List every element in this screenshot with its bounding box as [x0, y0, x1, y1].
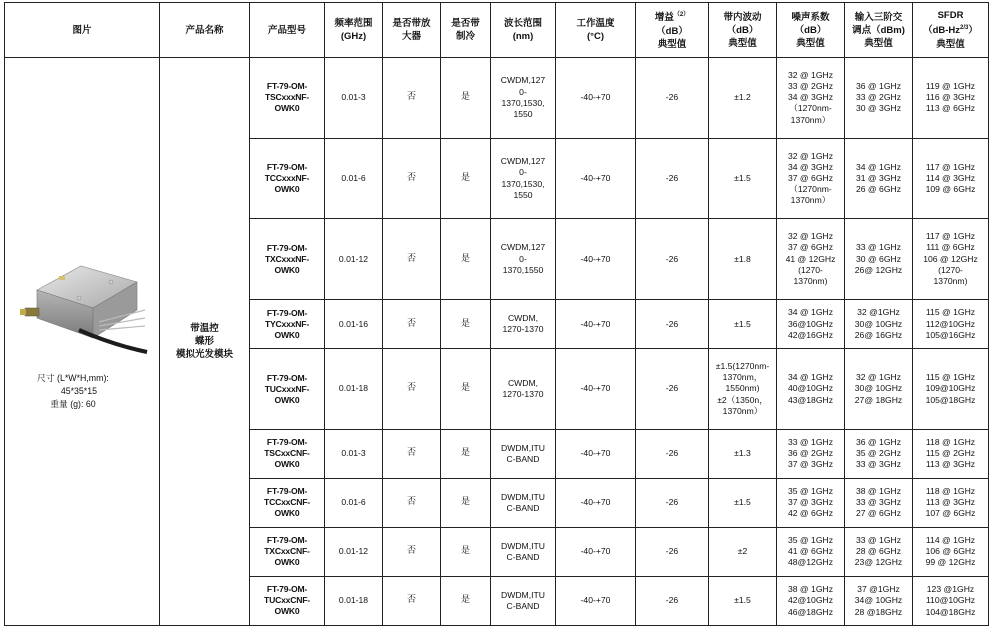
product-name-line3: 模拟光发模块	[175, 349, 233, 360]
ip3-cell: 37 @1GHz 34@ 10GHz 28 @18GHz	[845, 576, 913, 625]
header-ip3-typical: 典型值	[864, 37, 893, 49]
model-cell: FT-79-OM- TCCxxCNF- OWK0	[250, 478, 325, 527]
model-cell: FT-79-OM- TXCxxCNF- OWK0	[250, 527, 325, 576]
header-ip3-line1: 输入三阶交	[854, 11, 903, 23]
table-row	[5, 58, 989, 139]
ip3-cell: 38 @ 1GHz 33 @ 3GHz 27 @ 6GHz	[845, 478, 913, 527]
header-gain-unit: （dB）	[656, 25, 688, 37]
wavelength-cell: DWDM,ITU C-BAND	[491, 429, 556, 478]
header-wavelength-title: 波长范围	[503, 18, 542, 29]
header-amplifier-line2: 大器	[401, 31, 421, 42]
flatness-cell: ±1.3	[709, 429, 777, 478]
ip3-cell: 36 @ 1GHz 33 @ 2GHz 30 @ 3GHz	[845, 58, 913, 139]
model-cell: FT-79-OM- TYCxxxNF- OWK0	[250, 300, 325, 349]
ip3-cell: 33 @ 1GHz 30 @ 6GHz 26@ 12GHz	[845, 219, 913, 300]
header-sfdr-typical: 典型值	[936, 38, 965, 50]
wavelength-cell: DWDM,ITU C-BAND	[491, 527, 556, 576]
temperature-cell: -40-+70	[556, 429, 636, 478]
header-gain-footnote: （2）	[673, 12, 690, 19]
temperature-cell: -40-+70	[556, 138, 636, 219]
cooling-cell: 是	[441, 478, 491, 527]
cooling-cell: 是	[441, 58, 491, 139]
header-amplifier	[383, 3, 441, 58]
gain-cell: -26	[636, 349, 709, 430]
header-wavelength	[491, 3, 556, 58]
frequency-cell: 0.01-16	[325, 300, 383, 349]
product-photo	[19, 252, 149, 357]
sfdr-cell: 115 @ 1GHz 109@10GHz 105@18GHz	[913, 349, 989, 430]
flatness-cell: ±1.5	[709, 478, 777, 527]
model-cell: FT-79-OM- TCCxxxNF- OWK0	[250, 138, 325, 219]
temperature-cell: -40-+70	[556, 300, 636, 349]
size-label: 尺寸 (L*W*H,mm):	[37, 372, 109, 383]
sfdr-cell: 118 @ 1GHz 113 @ 3GHz 107 @ 6GHz	[913, 478, 989, 527]
header-flatness	[709, 3, 777, 58]
amplifier-cell: 否	[383, 138, 441, 219]
amplifier-cell: 否	[383, 527, 441, 576]
flatness-cell: ±1.5(1270nm- 1370nm， 1550nm) ±2（1350n， 1370nm）	[709, 349, 777, 430]
gain-cell: -26	[636, 478, 709, 527]
header-temperature	[556, 3, 636, 58]
ip3-cell: 34 @ 1GHz 31 @ 3GHz 26 @ 6GHz	[845, 138, 913, 219]
product-spec-text	[37, 372, 109, 411]
header-noise-figure-typical: 典型值	[796, 37, 825, 49]
gain-cell: -26	[636, 576, 709, 625]
frequency-cell: 0.01-3	[325, 429, 383, 478]
product-picture-cell	[5, 58, 160, 626]
product-name-line1: 带温控	[190, 323, 219, 334]
flatness-cell: ±1.5	[709, 576, 777, 625]
frequency-cell: 0.01-12	[325, 219, 383, 300]
header-flatness-typical: 典型值	[728, 37, 757, 49]
temperature-cell: -40-+70	[556, 58, 636, 139]
sfdr-cell: 115 @ 1GHz 112@10GHz 105@16GHz	[913, 300, 989, 349]
wavelength-cell: CWDM, 1270-1370	[491, 349, 556, 430]
header-noise-figure-unit: （dB）	[794, 24, 827, 36]
ip3-cell: 32 @1GHz 30@ 10GHz 26@ 16GHz	[845, 300, 913, 349]
cooling-cell: 是	[441, 576, 491, 625]
noise-figure-cell: 34 @ 1GHz 36@10GHz 42@16GHz	[777, 300, 845, 349]
frequency-cell: 0.01-18	[325, 576, 383, 625]
wavelength-cell: CWDM, 1270-1370	[491, 300, 556, 349]
header-noise-figure-title: 噪声系数	[791, 11, 830, 23]
header-sfdr-unit: （dB-Hz	[923, 25, 961, 37]
weight-label: 重量 (g): 60	[50, 398, 96, 409]
header-sfdr	[913, 3, 989, 58]
wavelength-cell: CWDM,127 0- 1370,1530, 1550	[491, 58, 556, 139]
header-temperature-title: 工作温度	[576, 18, 615, 29]
flatness-cell: ±1.8	[709, 219, 777, 300]
noise-figure-cell: 33 @ 1GHz 36 @ 2GHz 37 @ 3GHz	[777, 429, 845, 478]
temperature-cell: -40-+70	[556, 478, 636, 527]
header-row	[5, 3, 989, 58]
sfdr-cell: 123 @1GHz 110@10GHz 104@18GHz	[913, 576, 989, 625]
model-cell: FT-79-OM- TSCxxxNF- OWK0	[250, 58, 325, 139]
model-cell: FT-79-OM- TXCxxxNF- OWK0	[250, 219, 325, 300]
gain-cell: -26	[636, 527, 709, 576]
header-sfdr-sup: 2/3	[960, 25, 969, 32]
header-wavelength-unit: (nm)	[512, 31, 534, 42]
header-picture: 图片	[5, 3, 160, 58]
wavelength-cell: CWDM,127 0- 1370,1530, 1550	[491, 138, 556, 219]
frequency-cell: 0.01-18	[325, 349, 383, 430]
gain-cell: -26	[636, 138, 709, 219]
header-ip3	[845, 3, 913, 58]
header-temperature-unit: (°C)	[587, 31, 604, 42]
cooling-cell: 是	[441, 349, 491, 430]
amplifier-cell: 否	[383, 576, 441, 625]
ip3-cell: 36 @ 1GHz 35 @ 2GHz 33 @ 3GHz	[845, 429, 913, 478]
sfdr-cell: 119 @ 1GHz 116 @ 3GHz 113 @ 6GHz	[913, 58, 989, 139]
frequency-cell: 0.01-6	[325, 478, 383, 527]
noise-figure-cell: 32 @ 1GHz 33 @ 2GHz 34 @ 3GHz （1270nm- 1370nm）	[777, 58, 845, 139]
sfdr-cell: 117 @ 1GHz 114 @ 3GHz 109 @ 6GHz	[913, 138, 989, 219]
size-value: 45*35*15	[60, 385, 98, 396]
header-gain	[636, 3, 709, 58]
sfdr-cell: 118 @ 1GHz 115 @ 2GHz 113 @ 3GHz	[913, 429, 989, 478]
amplifier-cell: 否	[383, 58, 441, 139]
model-cell: FT-79-OM- TSCxxCNF- OWK0	[250, 429, 325, 478]
header-gain-typical: 典型值	[657, 38, 687, 50]
ip3-cell: 33 @ 1GHz 28 @ 6GHz 23@ 12GHz	[845, 527, 913, 576]
frequency-cell: 0.01-12	[325, 527, 383, 576]
sfdr-cell: 114 @ 1GHz 106 @ 6GHz 99 @ 12GHz	[913, 527, 989, 576]
header-amplifier-line1: 是否带放	[392, 18, 431, 29]
noise-figure-cell: 38 @ 1GHz 42@10GHz 46@18GHz	[777, 576, 845, 625]
ip3-cell: 32 @ 1GHz 30@ 10GHz 27@ 18GHz	[845, 349, 913, 430]
temperature-cell: -40-+70	[556, 576, 636, 625]
amplifier-cell: 否	[383, 429, 441, 478]
header-cooling-line1: 是否带	[451, 18, 480, 29]
header-product-name: 产品名称	[160, 3, 250, 58]
amplifier-cell: 否	[383, 219, 441, 300]
amplifier-cell: 否	[383, 478, 441, 527]
cooling-cell: 是	[441, 138, 491, 219]
flatness-cell: ±1.2	[709, 58, 777, 139]
cooling-cell: 是	[441, 300, 491, 349]
product-name-line2: 蝶形	[194, 336, 214, 347]
sfdr-cell: 117 @ 1GHz 111 @ 6GHz 106 @ 12GHz (1270- 1370nm)	[913, 219, 989, 300]
wavelength-cell: CWDM,127 0- 1370,1550	[491, 219, 556, 300]
product-name-cell	[160, 58, 250, 626]
temperature-cell: -40-+70	[556, 219, 636, 300]
header-ip3-line2: 调点（dBm)	[852, 24, 905, 36]
flatness-cell: ±1.5	[709, 138, 777, 219]
header-sfdr-unit-close: ）	[968, 25, 978, 37]
gain-cell: -26	[636, 429, 709, 478]
wavelength-cell: DWDM,ITU C-BAND	[491, 478, 556, 527]
amplifier-cell: 否	[383, 300, 441, 349]
header-sfdr-title: SFDR	[937, 10, 964, 22]
model-cell: FT-79-OM- TUCxxCNF- OWK0	[250, 576, 325, 625]
spec-table	[4, 2, 989, 626]
header-frequency-title: 频率范围	[334, 18, 373, 29]
header-model: 产品型号	[250, 3, 325, 58]
model-cell: FT-79-OM- TUCxxxNF- OWK0	[250, 349, 325, 430]
frequency-cell: 0.01-3	[325, 58, 383, 139]
gain-cell: -26	[636, 219, 709, 300]
header-cooling-line2: 制冷	[455, 31, 475, 42]
header-flatness-unit: （dB）	[726, 24, 759, 36]
noise-figure-cell: 35 @ 1GHz 37 @ 3GHz 42 @ 6GHz	[777, 478, 845, 527]
flatness-cell: ±2	[709, 527, 777, 576]
temperature-cell: -40-+70	[556, 527, 636, 576]
flatness-cell: ±1.5	[709, 300, 777, 349]
cooling-cell: 是	[441, 219, 491, 300]
gain-cell: -26	[636, 58, 709, 139]
gain-cell: -26	[636, 300, 709, 349]
noise-figure-cell: 34 @ 1GHz 40@10GHz 43@18GHz	[777, 349, 845, 430]
header-cooling	[441, 3, 491, 58]
header-flatness-title: 带内波动	[723, 11, 762, 23]
header-frequency	[325, 3, 383, 58]
temperature-cell: -40-+70	[556, 349, 636, 430]
header-frequency-unit: (GHz)	[340, 31, 367, 42]
header-noise-figure	[777, 3, 845, 58]
cooling-cell: 是	[441, 527, 491, 576]
noise-figure-cell: 32 @ 1GHz 34 @ 3GHz 37 @ 6GHz （1270nm- 1370nm）	[777, 138, 845, 219]
amplifier-cell: 否	[383, 349, 441, 430]
header-gain-title: 增益	[654, 12, 674, 24]
cooling-cell: 是	[441, 429, 491, 478]
wavelength-cell: DWDM,ITU C-BAND	[491, 576, 556, 625]
noise-figure-cell: 35 @ 1GHz 41 @ 6GHz 48@12GHz	[777, 527, 845, 576]
frequency-cell: 0.01-6	[325, 138, 383, 219]
noise-figure-cell: 32 @ 1GHz 37 @ 6GHz 41 @ 12GHz (1270- 1370nm)	[777, 219, 845, 300]
